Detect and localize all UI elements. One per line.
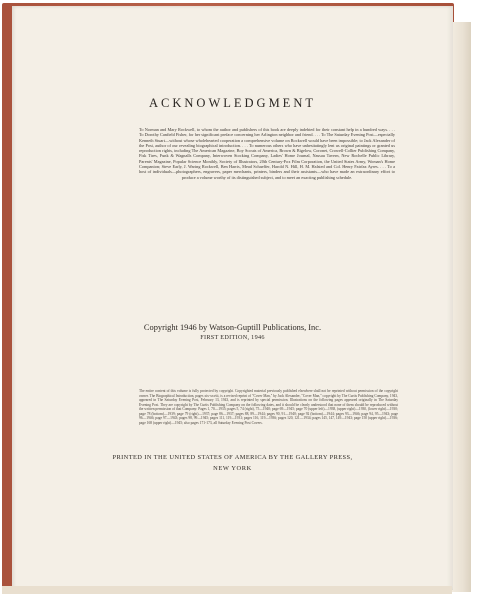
copyright-notice-text: The entire content of this volume is fully protected by copyright. Copyrighted material previously published elsewhere shall not be reprinted without permission of the copyright owner. The Biographical Introduction, pages xix-xxviii, is a revised reprint of "Cover Man," by Jack Alexander, "Cover Man," copyright by The Curtis Publishing Company, 1943, appeared in The Saturday Evening Post, February 13, 1943, and is reprinted by special permission. Illustrations on the following pages appeared originally in The Saturday Evening Post. They are copyright by The Curtis Publishing Company on the following dates, and it should be clearly understood that none of them should be reproduced without the written permission of that Company: Pages 1, 70—1935; pages 5, 74 (right), 75—1940; page 69—1945; page 70 (upper left)—1938, (upper right)—1930, (lower right)—1930; page 78 (bottom)—1939; page 79 (right)—1937; page 86—1937; pages 88, 89—1944; pages 90, 91—1940; page 92 (bottom)—1944; pages 93—1946; page 94, 95—1943; page 96—1946; page 97—1943; pages 98, 99—1945; pages 111, 119—1931; pages 116, 119—1936; pages 120, 121—1934; pages 145, 147, 149—1943; page 150 (upper right)—1936; page 168 (upper right)—1945; also pages 171-173, all Saturday Evening Post Covers.: [139, 389, 398, 425]
page-heading: ACKNOWLEDGMENT: [149, 96, 316, 110]
acknowledgment-text: To Norman and Mary Rockwell, to whom the author and publishers of this book are deeply indebted for their constant help in a hundred ways. . . . To Dorothy Canfield Fisher, for her significant preface concerning her Arlington neighbor and friend. . . . To The Saturday Evening Post—especially Kenneth Stuart—without whose wholehearted cooperation a comprehensive volume on Rockwell would have been impossible; to Jack Alexander of the Post, author of our revealing biographical introduction. . . . To numerous others who have unhesitatingly lent us original paintings or granted us reproduction rights, including The American Magazine, Boy Scouts of America, Brown & Bigelow, Coronet, Crowell-Collier Publishing Company, Fisk Tires, Funk & Wagnalls Company, Interwoven Stocking Company, Ladies' Home Journal, Nassau Tavern, New Rochelle Public Library, Parents' Magazine, Popular Science Monthly, Society of Illustrators, 20th Century-Fox Film Corporation, the United States Army, Woman's Home Companion; Steve Early, J. Waring Rockwell, Ben Harris, Mead Schaeffer, Harold N. Hill, H. M. Halsted and Col. Henry Fairfax Ayres. . . . To a host of individuals—photographers, engravers, paper merchants, printers, binders and their assistants—who have made an extraordinary effort to produce a volume worthy of its distinguished subject, and to meet an exacting publishing schedule.: [139, 127, 395, 180]
page-edges: [450, 22, 471, 592]
copyright-line: Copyright 1946 by Watson-Guptill Publications, Inc.: [143, 323, 322, 332]
edition-line: FIRST EDITION, 1946: [200, 334, 265, 341]
printer-line: PRINTED IN THE UNITED STATES OF AMERICA BY THE GALLERY PRESS,: [112, 454, 353, 461]
printer-city: NEW YORK: [213, 465, 252, 472]
book-page: [12, 6, 453, 590]
cover-bottom-edge: [2, 586, 452, 594]
